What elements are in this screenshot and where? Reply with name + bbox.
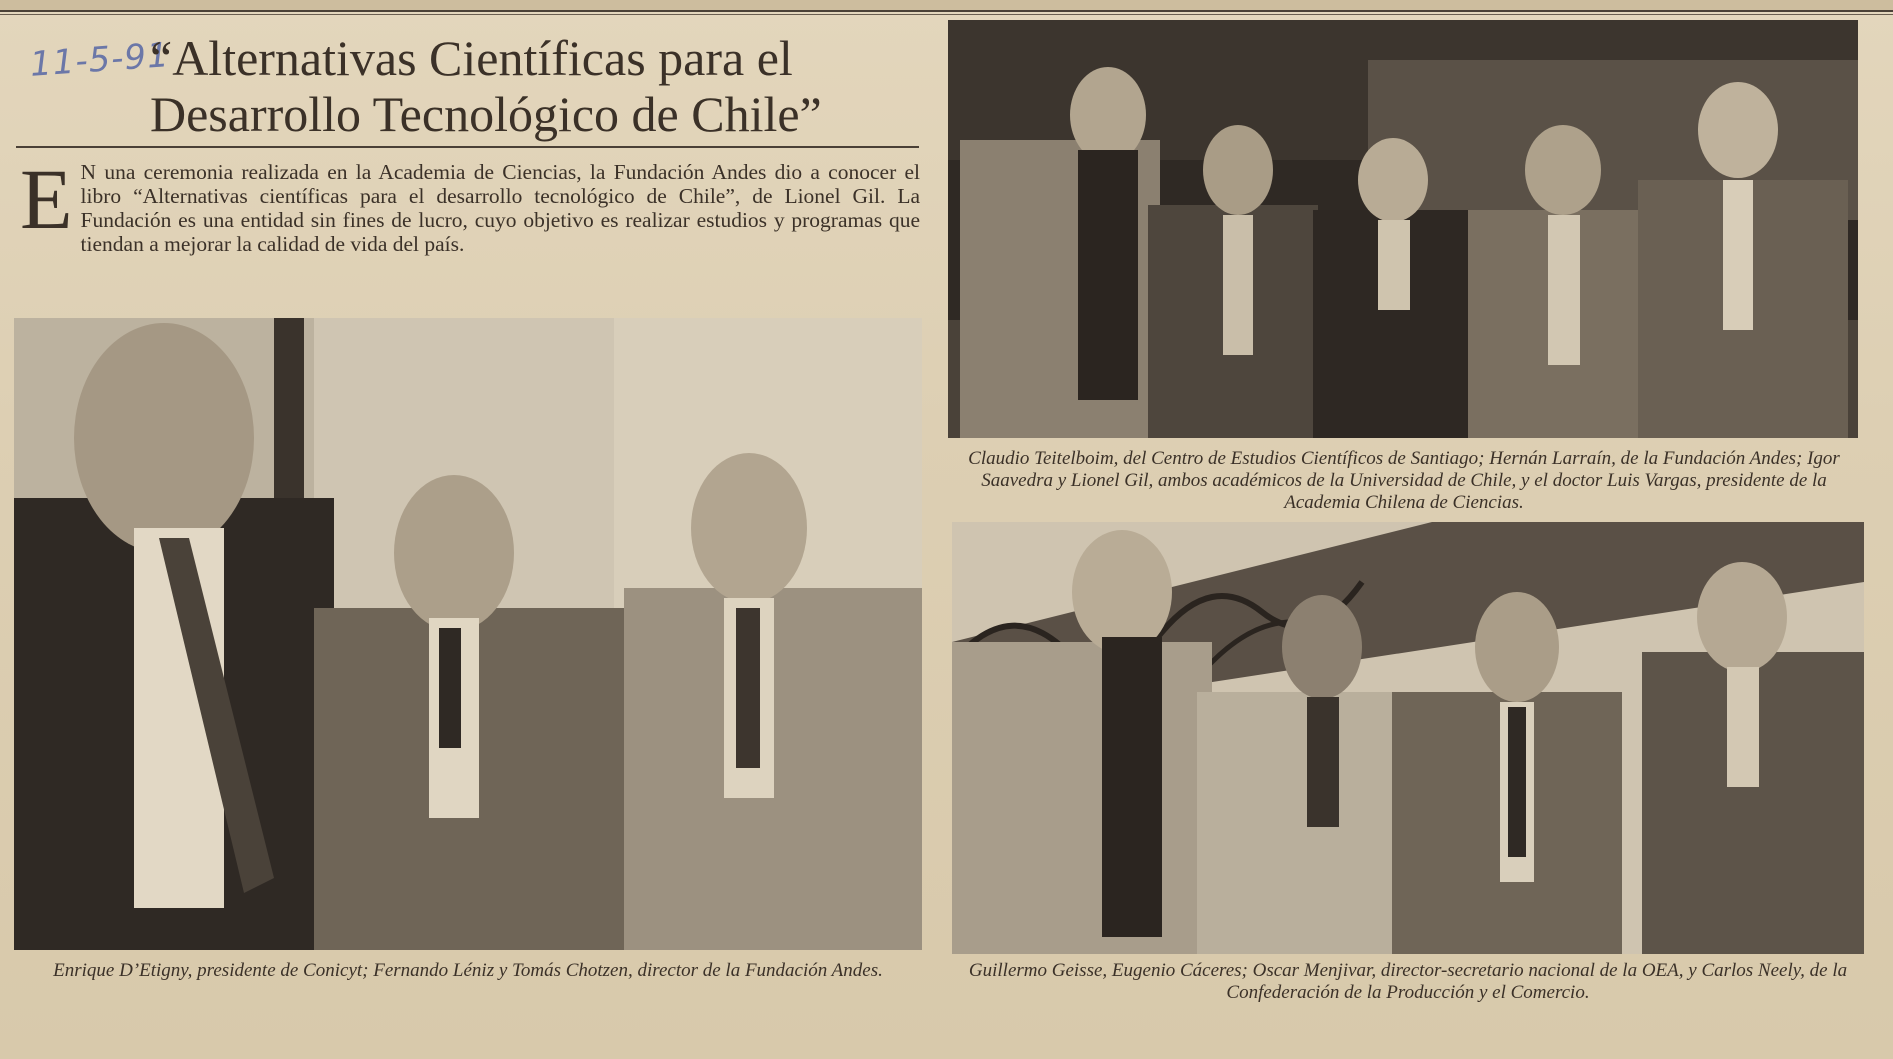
- caption-bottom-left: Enrique D’Etigny, presidente de Conicyt; Fernando Léniz y Tomás Chotzen, director de la Fundación Andes.: [53, 960, 883, 981]
- photo-bottom-right-image: [952, 522, 1864, 954]
- caption-top-right: Claudio Teitelboim, del Centro de Estudios Científicos de Santiago; Hernán Larraín, de la Fundación Andes; Igor Saavedra y Lionel Gil, ambos académicos de la Universidad de Chile, y el doctor Luis Vargas, presidente de la Academia Chilena de Ciencias.: [968, 448, 1840, 513]
- photo-bottom-right: [952, 522, 1864, 954]
- lead-text: N una ceremonia realizada en la Academia de Ciencias, la Fundación Andes dio a conocer el libro “Alternativas científicas para el desarrollo tecnológico de Chile”, de Lionel Gil. La Fundación es una entidad sin fines de lucro, cuyo objetivo es realizar estudios y programas que tiendan a mejorar la calidad de vida del país.: [80, 160, 920, 256]
- headline-line-1: “Alternativas Científicas para el: [150, 30, 793, 86]
- photo-bottom-left-image: [14, 318, 922, 950]
- top-border-rule: [0, 0, 1893, 12]
- caption-bottom-right: Guillermo Geisse, Eugenio Cáceres; Oscar Menjivar, director-secretario nacional de la OEA, y Carlos Neely, de la Confederación de la Producción y el Comercio.: [968, 960, 1848, 1003]
- top-border-thin-rule: [0, 14, 1893, 15]
- photo-top-right: [948, 20, 1858, 438]
- handwritten-date: 11-5-91: [28, 35, 171, 85]
- headline-line-2: Desarrollo Tecnológico de Chile”: [150, 86, 822, 142]
- lead-paragraph: [20, 151, 920, 256]
- photo-bottom-left: [14, 318, 922, 950]
- headline-rule: [16, 146, 919, 148]
- article-headline: [150, 30, 930, 142]
- photo-top-right-image: [948, 20, 1858, 438]
- drop-cap: E: [20, 151, 73, 247]
